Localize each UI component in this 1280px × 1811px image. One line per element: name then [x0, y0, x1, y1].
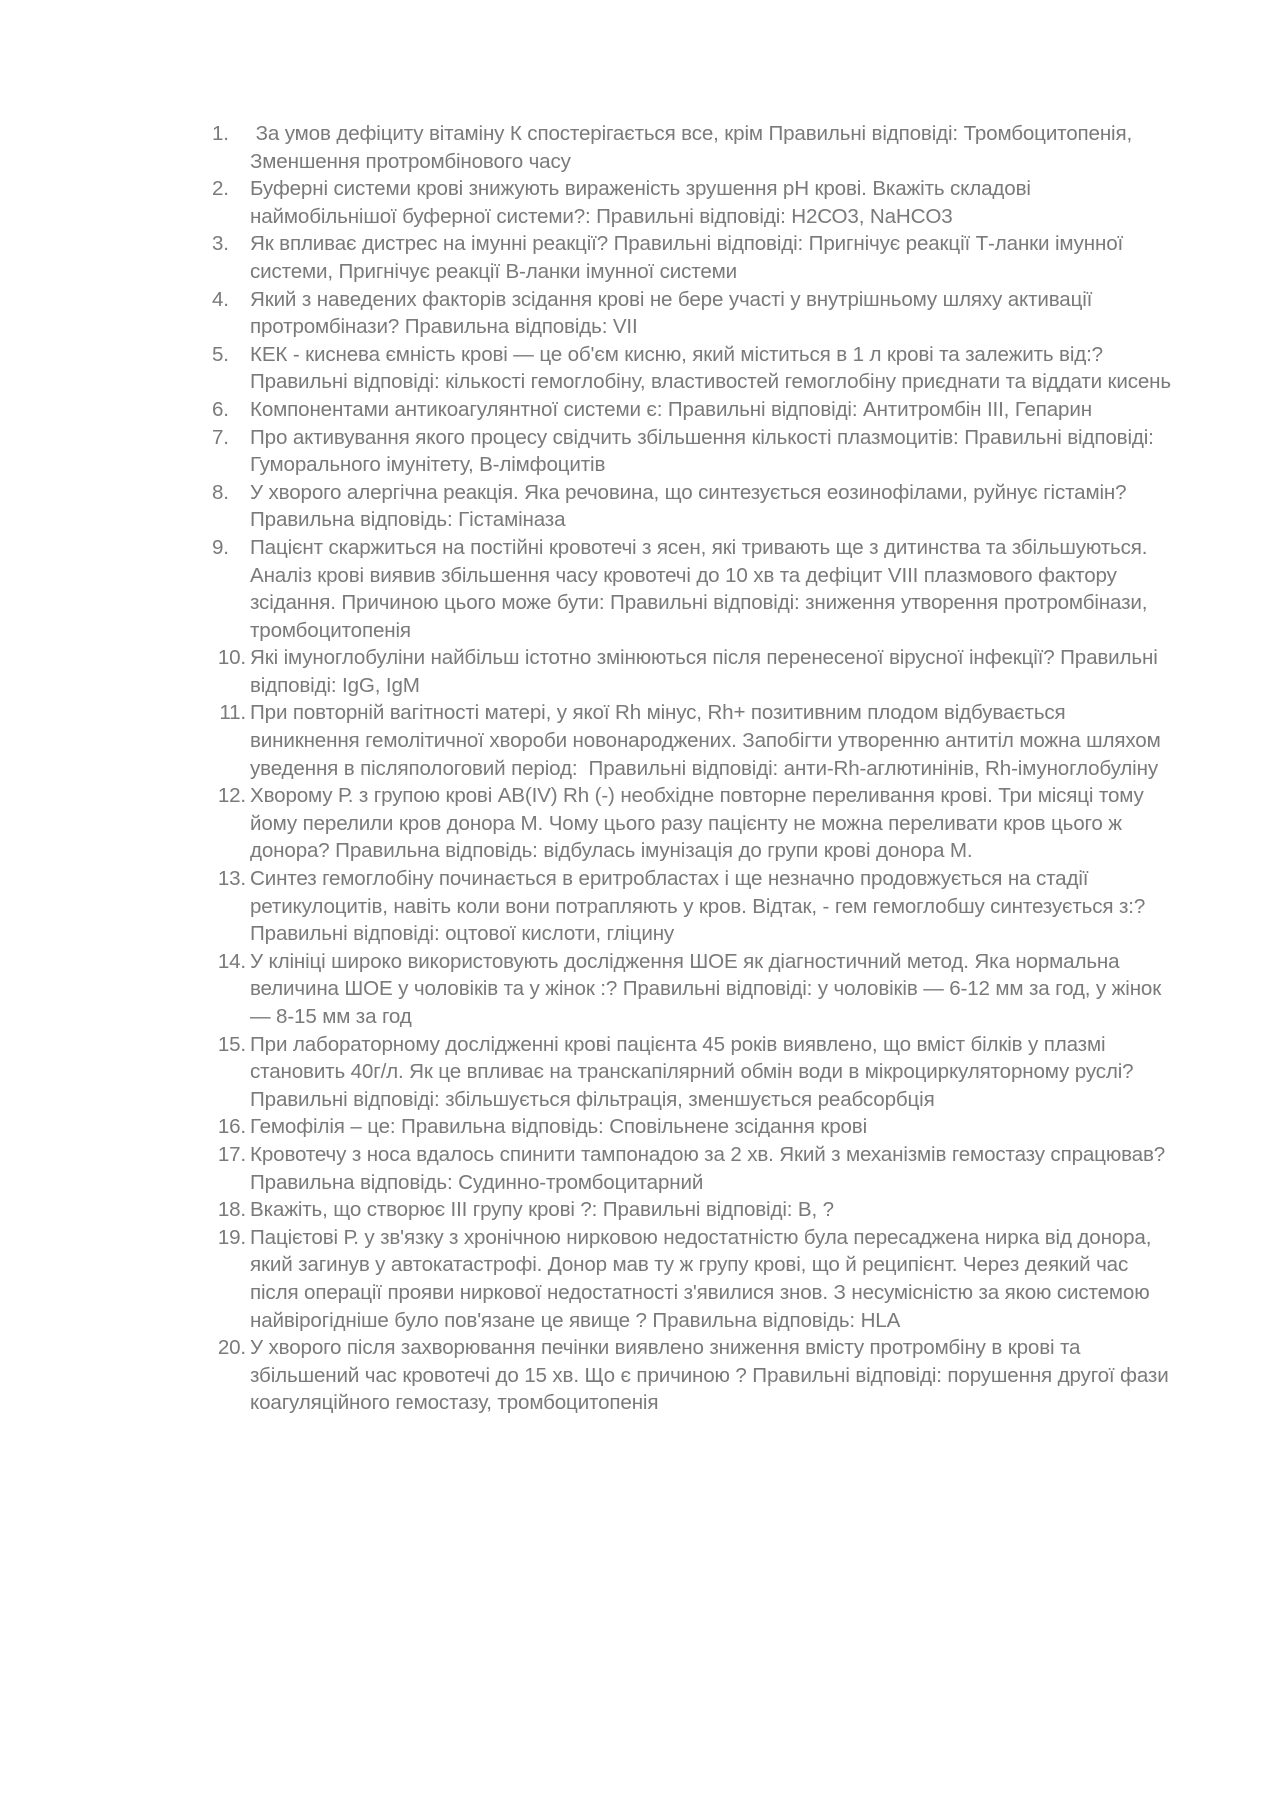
list-item [212, 1113, 1180, 1141]
list-item [212, 120, 1180, 175]
item-number: 4. [212, 287, 229, 311]
list-item [212, 1196, 1180, 1224]
item-text: Компонентами антикоагулянтної системи є: Правильні відповіді: Антитромбін ІІІ, Гепарин [250, 397, 1092, 421]
item-number: 19. [217, 1225, 246, 1249]
item-number: 13. [217, 867, 246, 891]
item-number: 14. [217, 949, 246, 973]
item-text: Про активування якого процесу свідчить збільшення кількості плазмоцитів: Правильні відповіді: Гуморального імунітету, В-лімфоцитів [250, 425, 1160, 477]
item-number: 9. [212, 535, 229, 559]
item-text: За умов дефіциту вітаміну К спостерігається все, крім Правильні відповіді: Тромбоцитопенія, Зменшення протромбінового часу [250, 122, 1138, 173]
item-number: 8. [212, 480, 229, 504]
list-item [212, 948, 1180, 1031]
list-item [212, 230, 1180, 285]
item-number: 16. [217, 1115, 246, 1139]
item-number: 15. [217, 1032, 246, 1056]
item-text: Пацієнт скаржиться на постійні кровотечі з ясен, які тривають ще з дитинства та збільшуються. Аналіз крові виявив збільшення часу кровотечі до 10 хв та дефіцит VIII плазмового фактору зсідання. Причиною цього може бути: Правильні відповіді: зниження утворення протромбінази, тромбоцитопенія [250, 535, 1153, 642]
list-item [212, 286, 1180, 341]
list-item [212, 1334, 1180, 1417]
item-text: У клініці широко використовують дослідження ШОЕ як діагностичний метод. Яка нормальна величина ШОЕ у чоловіків та у жінок :? Правильні відповіді: у чоловіків — 6-12 мм за год, у жінок — 8-15 мм за год [250, 949, 1167, 1028]
item-text: Синтез гемоглобіну починається в еритробластах і ще незначно продовжується на стадії ретикулоцитів, навіть коли вони потрапляють у кров. Відтак, - гем гемоглобшу синтезується з:? Правильні відповіді: оцтової кислоти, гліцину [250, 867, 1151, 946]
list-item [212, 1031, 1180, 1114]
item-number: 11. [219, 701, 246, 725]
item-text: Як впливає дистрес на імунні реакції? Правильні відповіді: Пригнічує реакції Т-ланки імунної системи, Пригнічує реакції В-ланки імунної системи [250, 232, 1129, 283]
list-item [212, 534, 1180, 644]
item-number: 20. [217, 1336, 246, 1360]
list-item [212, 341, 1180, 396]
item-text: Гемофілія – це: Правильна відповідь: Сповільнене зсідання крові [250, 1115, 868, 1139]
item-number: 6. [212, 397, 229, 421]
list-item [212, 865, 1180, 948]
list-item [212, 424, 1180, 479]
list-item [212, 1141, 1180, 1196]
item-text: Які імуноглобуліни найбільш істотно змінюються після перенесеної вірусної інфекції? Правильні відповіді: IgG, IgM [250, 646, 1164, 697]
list-item [212, 1224, 1180, 1334]
item-number: 18. [217, 1198, 246, 1222]
item-text: У хворого алергічна реакція. Яка речовина, що синтезується еозинофілами, руйнує гістамін? Правильна відповідь: Гістаміназа [250, 480, 1133, 532]
item-text: Вкажіть, що створює ІІІ групу крові ?: Правильні відповіді: В, ? [250, 1198, 834, 1222]
list-item [212, 479, 1180, 534]
item-text: Хворому Р. з групою крові AB(IV) Rh (-) необхідне повторне переливання крові. Три місяці тому йому перелили кров донора М. Чому цього разу пацієнту не можна переливати кров цього ж донора? Правильна відповідь: відбулась імунізація до групи крові донора М. [250, 784, 1150, 863]
item-number: 17. [217, 1142, 246, 1166]
item-text: Кровотечу з носа вдалось спинити тампонадою за 2 хв. Який з механізмів гемостазу спрацював? Правильна відповідь: Судинно-тромбоцитарний [250, 1142, 1171, 1194]
item-number: 5. [212, 342, 229, 366]
item-number: 10. [217, 646, 246, 670]
item-text: Який з наведених факторів зсідання крові не бере участі у внутрішньому шляху активації протромбінази? Правильна відповідь: VII [250, 287, 1098, 339]
item-text: КЕК - киснева ємність крові — це об'єм кисню, який міститься в 1 л крові та залежить від:? Правильні відповіді: кількості гемоглобіну, властивостей гемоглобіну приєднати та віддати кисень [250, 342, 1171, 394]
item-number: 2. [212, 177, 229, 201]
question-answer-list [212, 120, 1180, 1417]
list-item [212, 175, 1180, 230]
item-number: 7. [212, 425, 229, 449]
item-number: 12. [217, 784, 246, 808]
list-item [212, 644, 1180, 699]
item-text: У хворого після захворювання печінки виявлено зниження вмісту протромбіну в крові та збільшений час кровотечі до 15 хв. Що є причиною ? Правильні відповіді: порушення другої фази коагуляційного гемостазу, тромбоцитопенія [250, 1336, 1175, 1415]
item-text: При лабораторному дослідженні крові пацієнта 45 років виявлено, що вміст білків у плазмі становить 40г/л. Як це впливає на транскапілярний обмін води в мікроциркуляторному руслі? Правильні відповіді: збільшується фільтрація, зменшується реабсорбція [250, 1032, 1140, 1111]
list-item [212, 782, 1180, 865]
list-item [212, 699, 1180, 782]
item-number: 1. [212, 122, 229, 145]
item-number: 3. [212, 232, 229, 256]
list-item [212, 396, 1180, 424]
item-text: При повторній вагітності матері, у якої Rh мінус, Rh+ позитивним плодом відбувається виникнення гемолітичної хвороби новонароджених. Запобігти утворенню антитіл можна шляхом уведення в післяпологовий період: Правильні відповіді: анти-Rh-аглютинінів, Rh-імуноглобуліну [250, 701, 1167, 780]
item-text: Буферні системи крові знижують вираженість зрушення рН крові. Вкажіть складові наймобільнішої буферної системи?: Правильні відповіді: Н2СО3, NaHCO3 [250, 177, 1037, 228]
item-text: Пацієтові Р. у зв'язку з хронічною нирковою недостатністю була пересаджена нирка від донора, який загинув у автокатастрофі. Донор мав ту ж групу крові, що й реципієнт. Через деякий час після операції прояви ниркової недостатності з'явилися знов. З несумісністю за якою системою найвірогідніше було пов'язане це явище ? Правильна відповідь: HLA [250, 1225, 1157, 1332]
